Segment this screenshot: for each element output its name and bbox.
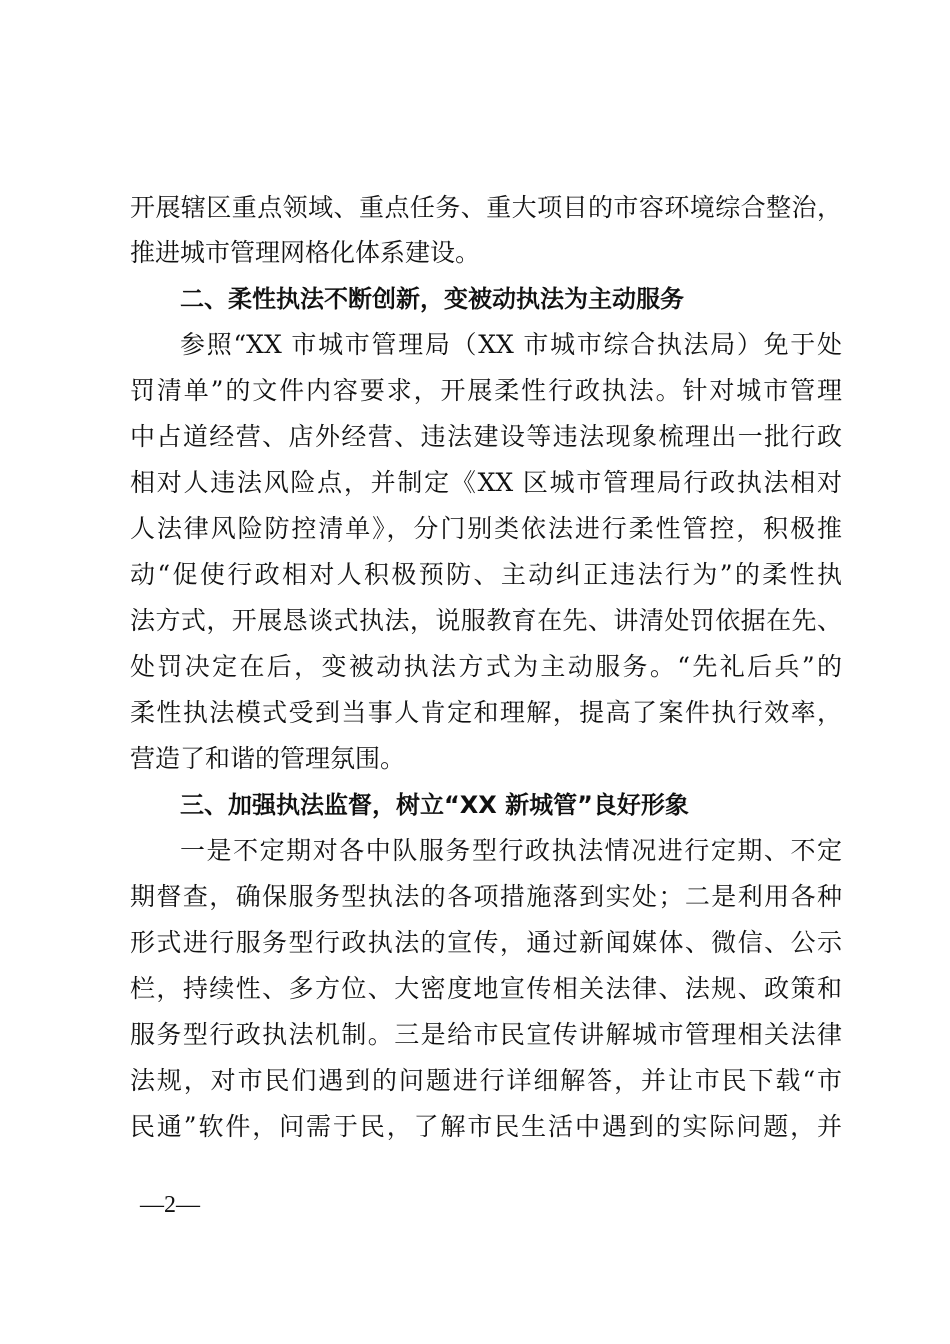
- paragraph-line: 相对人违法风险点，并制定《XX 区城市管理局行政执法相对: [130, 468, 842, 497]
- paragraph-line: 处罚决定在后，变被动执法方式为主动服务。“先礼后兵”的: [130, 652, 842, 681]
- paragraph-line: 法方式，开展恳谈式执法，说服教育在先、讲清处罚依据在先、: [130, 606, 842, 635]
- paragraph-line: 民通”软件，问需于民，了解市民生活中遇到的实际问题，并: [130, 1112, 842, 1141]
- paragraph-line: 参照“XX 市城市管理局（XX 市城市综合执法局）免于处: [180, 330, 842, 359]
- paragraph-line: 中占道经营、店外经营、违法建设等违法现象梳理出一批行政: [130, 422, 842, 451]
- section-heading-2: 二、柔性执法不断创新，变被动执法为主动服务: [180, 285, 684, 313]
- paragraph-line: 柔性执法模式受到当事人肯定和理解，提高了案件执行效率，: [130, 698, 842, 727]
- paragraph-line: 营造了和谐的管理氛围。: [130, 744, 406, 773]
- page-number: —2—: [140, 1192, 200, 1218]
- paragraph-line: 动“促使行政相对人积极预防、主动纠正违法行为”的柔性执: [130, 560, 842, 589]
- paragraph-line: 罚清单”的文件内容要求，开展柔性行政执法。针对城市管理: [130, 376, 842, 405]
- paragraph-line: 形式进行服务型行政执法的宣传，通过新闻媒体、微信、公示: [130, 928, 842, 957]
- paragraph-line: 期督查，确保服务型执法的各项措施落到实处；二是利用各种: [130, 882, 842, 911]
- paragraph-line: 人法律风险防控清单》，分门别类依法进行柔性管控，积极推: [130, 514, 842, 543]
- paragraph-line: 一是不定期对各中队服务型行政执法情况进行定期、不定: [180, 836, 842, 865]
- section-heading-3: 三、加强执法监督，树立“XX 新城管”良好形象: [180, 791, 689, 819]
- paragraph-line: 法规，对市民们遇到的问题进行详细解答，并让市民下载“市: [130, 1066, 842, 1095]
- paragraph-line: 栏，持续性、多方位、大密度地宣传相关法律、法规、政策和: [130, 974, 842, 1003]
- paragraph-line: 推进城市管理网格化体系建设。: [130, 238, 481, 267]
- paragraph-line: 开展辖区重点领域、重点任务、重大项目的市容环境综合整治，: [130, 193, 842, 222]
- paragraph-line: 服务型行政执法机制。三是给市民宣传讲解城市管理相关法律: [130, 1020, 842, 1049]
